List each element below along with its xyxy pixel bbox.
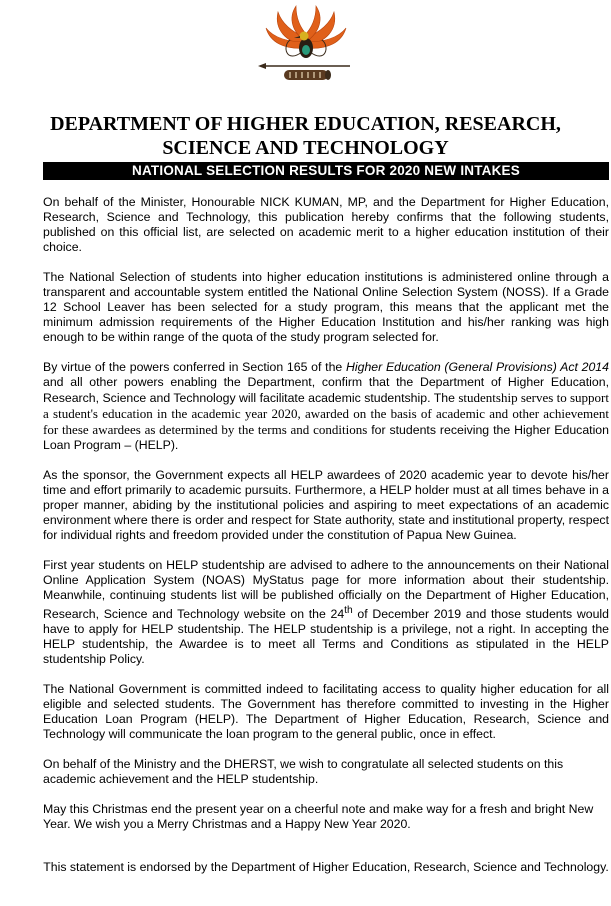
act-title: Higher Education (General Provisions) Act 2014 [346,360,609,374]
department-title [30,112,581,160]
paragraph-government: The National Government is committed indeed to facilitating access to quality higher education for all eligible and selected students. The Government has therefore committed to investing in the Higher Education Loan Program (HELP). The Department of Higher Education, Research, Science and Technology will communicate the loan program to the general public, once in effect. [43,682,609,742]
paragraph-powers-part3: for students receiving the Higher Education Loan Program – (HELP). [43,423,609,452]
paragraph-powers-serif: studentship serves to support a student's education in the academic year 2020, awarded on the basis of academic and other achievement for these awardees as determined by the terms and conditions [43,390,610,437]
paragraph-christmas: May this Christmas end the present year on a cheerful note and make way for a fresh and bright New Year. We wish you a Merry Christmas and a Happy New Year 2020. [43,802,594,832]
statement-body [43,195,609,847]
png-national-emblem-icon [256,2,356,100]
paragraph-first-year [43,558,609,667]
paragraph-congratulations: On behalf of the Ministry and the DHERST, we wish to congratulate all selected students on this academic achievement and the HELP studentship. [43,757,564,787]
endorsement-statement: This statement is endorsed by the Department of Higher Education, Research, Science and Technology. [43,860,609,874]
paragraph-powers [43,360,609,453]
paragraph-powers-part1: By virtue of the powers conferred in Section 165 of the [43,360,347,374]
paragraph-powers-part2: and all other powers enabling the Department, confirm that the Department of Higher Education, Research, Science and Technology will facilitate academic studentship. The [43,375,609,405]
paragraph-first-year-part2: of December 2019 and those students would have to apply for HELP studentship. The HELP studentship is a privilege, not a right. In accepting the HELP studentship, the Awardee is to meet all Terms and Conditions as stipulated in the HELP studentship Policy. [43,607,610,667]
department-title-line2: SCIENCE AND TECHNOLOGY [162,137,449,159]
paragraph-minister: On behalf of the Minister, Honourable NICK KUMAN, MP, and the Department for Higher Education, Research, Science and Technology, this publication hereby confirms that the following students, published on this official list, are selected on academic merit to a higher education institution of their choice. [43,195,609,254]
paragraph-sponsor: As the sponsor, the Government expects all HELP awardees of 2020 academic year to devote his/her time and effort primarily to academic pursuits. Furthermore, a HELP holder must at all times behave in a proper manner, abiding by the institutional policies and aspiring to meet expectations of an academic environment where there is order and respect for State authority, state and institutional property, respect for individual rights and freedom provided under the constitution of Papua New Guinea. [43,468,609,542]
paragraph-first-year-part1: First year students on HELP studentship are advised to adhere to the announcements on their National Online Application System (NOAS) MyStatus page for more information about their studentship. Meanwhile, continuing students list will be published officially on the Department of Higher Education, Research, Science and Technology website on the 24 [43,558,609,622]
date-suffix: th [344,605,353,616]
selection-results-banner: NATIONAL SELECTION RESULTS FOR 2020 NEW INTAKES [43,162,609,180]
department-title-line1: DEPARTMENT OF HIGHER EDUCATION, RESEARCH, [50,113,561,135]
paragraph-noss: The National Selection of students into higher education institutions is administered online through a transparent and accountable system entitled the National Online Selection System (NOSS). If a Grade 12 School Leaver has been selected for a study program, this means that the applicant met the minimum admission requirements of the Higher Education Institution and his/her ranking was high enough to be within range of the quota of the study program selected for. [43,270,609,344]
